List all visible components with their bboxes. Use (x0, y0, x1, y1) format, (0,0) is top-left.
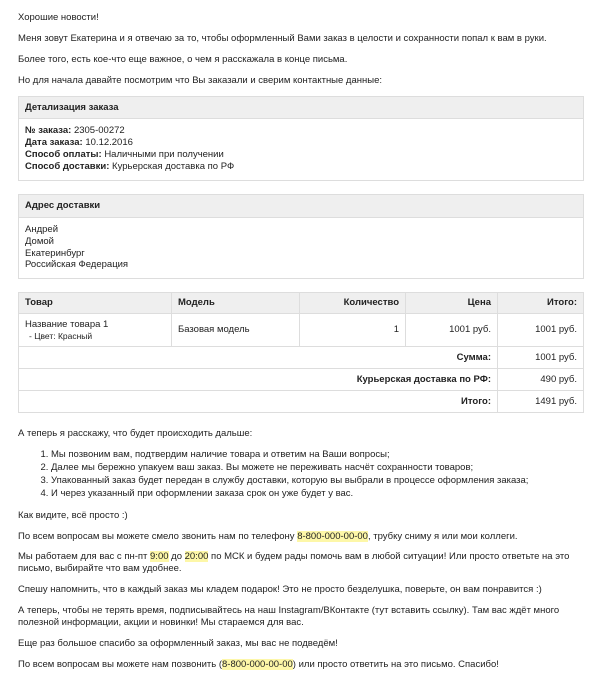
delivery-method: Курьерская доставка по РФ (112, 161, 235, 172)
more-text: Более того, есть кое-что еще важное, о чем я расскажала в конце письма. (18, 53, 348, 65)
greeting: Хорошие новости! (18, 12, 99, 23)
grand-total-value: 1491 руб. (498, 391, 584, 413)
final-phone-number[interactable]: 8-800-000-00-00 (222, 658, 293, 670)
subtotal-label-text: Сумма: (456, 351, 491, 363)
address-body (19, 218, 583, 279)
product-name: Название товара 1 (25, 319, 109, 330)
shipping-label (19, 369, 498, 391)
list-item: 1. Мы позвоним вам, подтвердим наличие товара и ответим на Ваши вопросы; (51, 449, 584, 461)
hours-text-3: по МСК и будем рады помочь вам в любой ситуации! Или просто ответьте на это письмо, выбирайте что вам удобнее. (18, 551, 570, 575)
shipping-label-text: Курьерская доставка по РФ: (356, 373, 491, 385)
col-product: Товар (19, 293, 172, 314)
phone-paragraph (18, 531, 584, 543)
delivery-line (25, 161, 577, 173)
final-text-after: ) или просто ответить на это письмо. Спасибо! (292, 658, 499, 670)
order-number: 2305-00272 (73, 125, 125, 137)
col-total: Итого: (498, 293, 584, 314)
product-cell (19, 314, 172, 347)
phone-number[interactable]: 8-800-000-00-00 (297, 530, 368, 542)
col-price: Цена (406, 293, 498, 314)
phone-text-after: , трубку сниму я или мои коллеги. (367, 530, 518, 542)
grand-total-label (19, 391, 498, 413)
intro-text: Меня зовут Екатерина и я отвечаю за то, чтобы оформленный Вами заказ в целости и сохранности попал к вам в руки. (18, 32, 547, 44)
model-cell: Базовая модель (172, 314, 300, 347)
payment-label: Способ оплаты: (25, 149, 102, 161)
subtotal-row (19, 347, 584, 369)
subtotal-value: 1001 руб. (498, 347, 584, 369)
price-cell: 1001 руб. (406, 314, 498, 347)
hours-text-1: Мы работаем для вас с пн-пт (18, 551, 151, 563)
table-header-row (19, 293, 584, 314)
total-cell: 1001 руб. (498, 314, 584, 347)
subtotal-label (19, 347, 498, 369)
address-line: Андрей (25, 223, 58, 235)
lead-text: Но для начала давайте посмотрим что Вы заказали и сверим контактные данные: (18, 74, 383, 86)
delivery-label: Способ доставки: (25, 161, 110, 172)
product-option: - Цвет: Красный (29, 330, 93, 341)
order-items-table (18, 292, 584, 413)
order-number-line (25, 125, 577, 137)
qty-cell: 1 (300, 314, 406, 347)
next-intro: А теперь я расскажу, что будет происходить дальше: (18, 428, 253, 440)
payment-line (25, 149, 577, 161)
hours-paragraph (18, 551, 584, 575)
address-title: Адрес доставки (19, 195, 583, 218)
payment-method: Наличными при получении (104, 149, 224, 161)
grand-total-row (19, 391, 584, 413)
table-row (19, 314, 584, 347)
gift-text: Спешу напомнить, что в каждый заказ мы кладем подарок! Это не просто безделушка, поверьте, он вам понравится :) (18, 584, 542, 596)
order-details-box (18, 96, 584, 181)
hours-from: 9:00 (150, 551, 169, 563)
order-details-body (19, 119, 583, 180)
address-box (18, 194, 584, 279)
order-date-line (25, 137, 577, 149)
social-text: А теперь, чтобы не терять время, подписывайтесь на наш Instagram/ВКонтакте (тут вставить ссылку). Там вас ждёт много полезной информации, акции и новинки! Мы стараемся для вас. (18, 605, 560, 628)
list-item: 2. Далее мы бережно упакуем ваш заказ. Вы можете не переживать насчёт сохранности товаров; (51, 462, 584, 474)
address-line: Екатеринбург (25, 247, 85, 259)
hours-to: 20:00 (184, 551, 209, 563)
phone-text-before: По всем вопросам вы можете смело звонить нам по телефону (18, 530, 298, 542)
list-item: 4. И через указанный при оформлении заказа срок он уже будет у вас. (51, 488, 584, 500)
address-line: Российская Федерация (25, 259, 129, 271)
thanks-text: Еще раз большое спасибо за оформленный заказ, мы вас не подведём! (18, 637, 338, 649)
final-text-before: По всем вопросам вы можете нам позвонить ( (18, 658, 223, 670)
col-model: Модель (172, 293, 300, 314)
col-qty: Количество (300, 293, 406, 314)
order-date: 10.12.2016 (85, 137, 133, 149)
address-line: Домой (25, 235, 54, 247)
list-item: 3. Упакованный заказ будет передан в службу доставки, которую вы выбрали в процессе оформления заказа; (51, 475, 584, 487)
grand-total-label-text: Итого: (461, 395, 491, 407)
steps-list (18, 449, 584, 500)
order-number-label: № заказа: (25, 125, 72, 137)
shipping-value: 490 руб. (498, 369, 584, 391)
simple-text: Как видите, всё просто :) (18, 509, 128, 521)
order-date-label: Дата заказа: (25, 137, 83, 149)
shipping-row (19, 369, 584, 391)
order-details-title: Детализация заказа (19, 97, 583, 120)
final-paragraph (18, 659, 584, 671)
hours-text-2: до (168, 551, 185, 563)
